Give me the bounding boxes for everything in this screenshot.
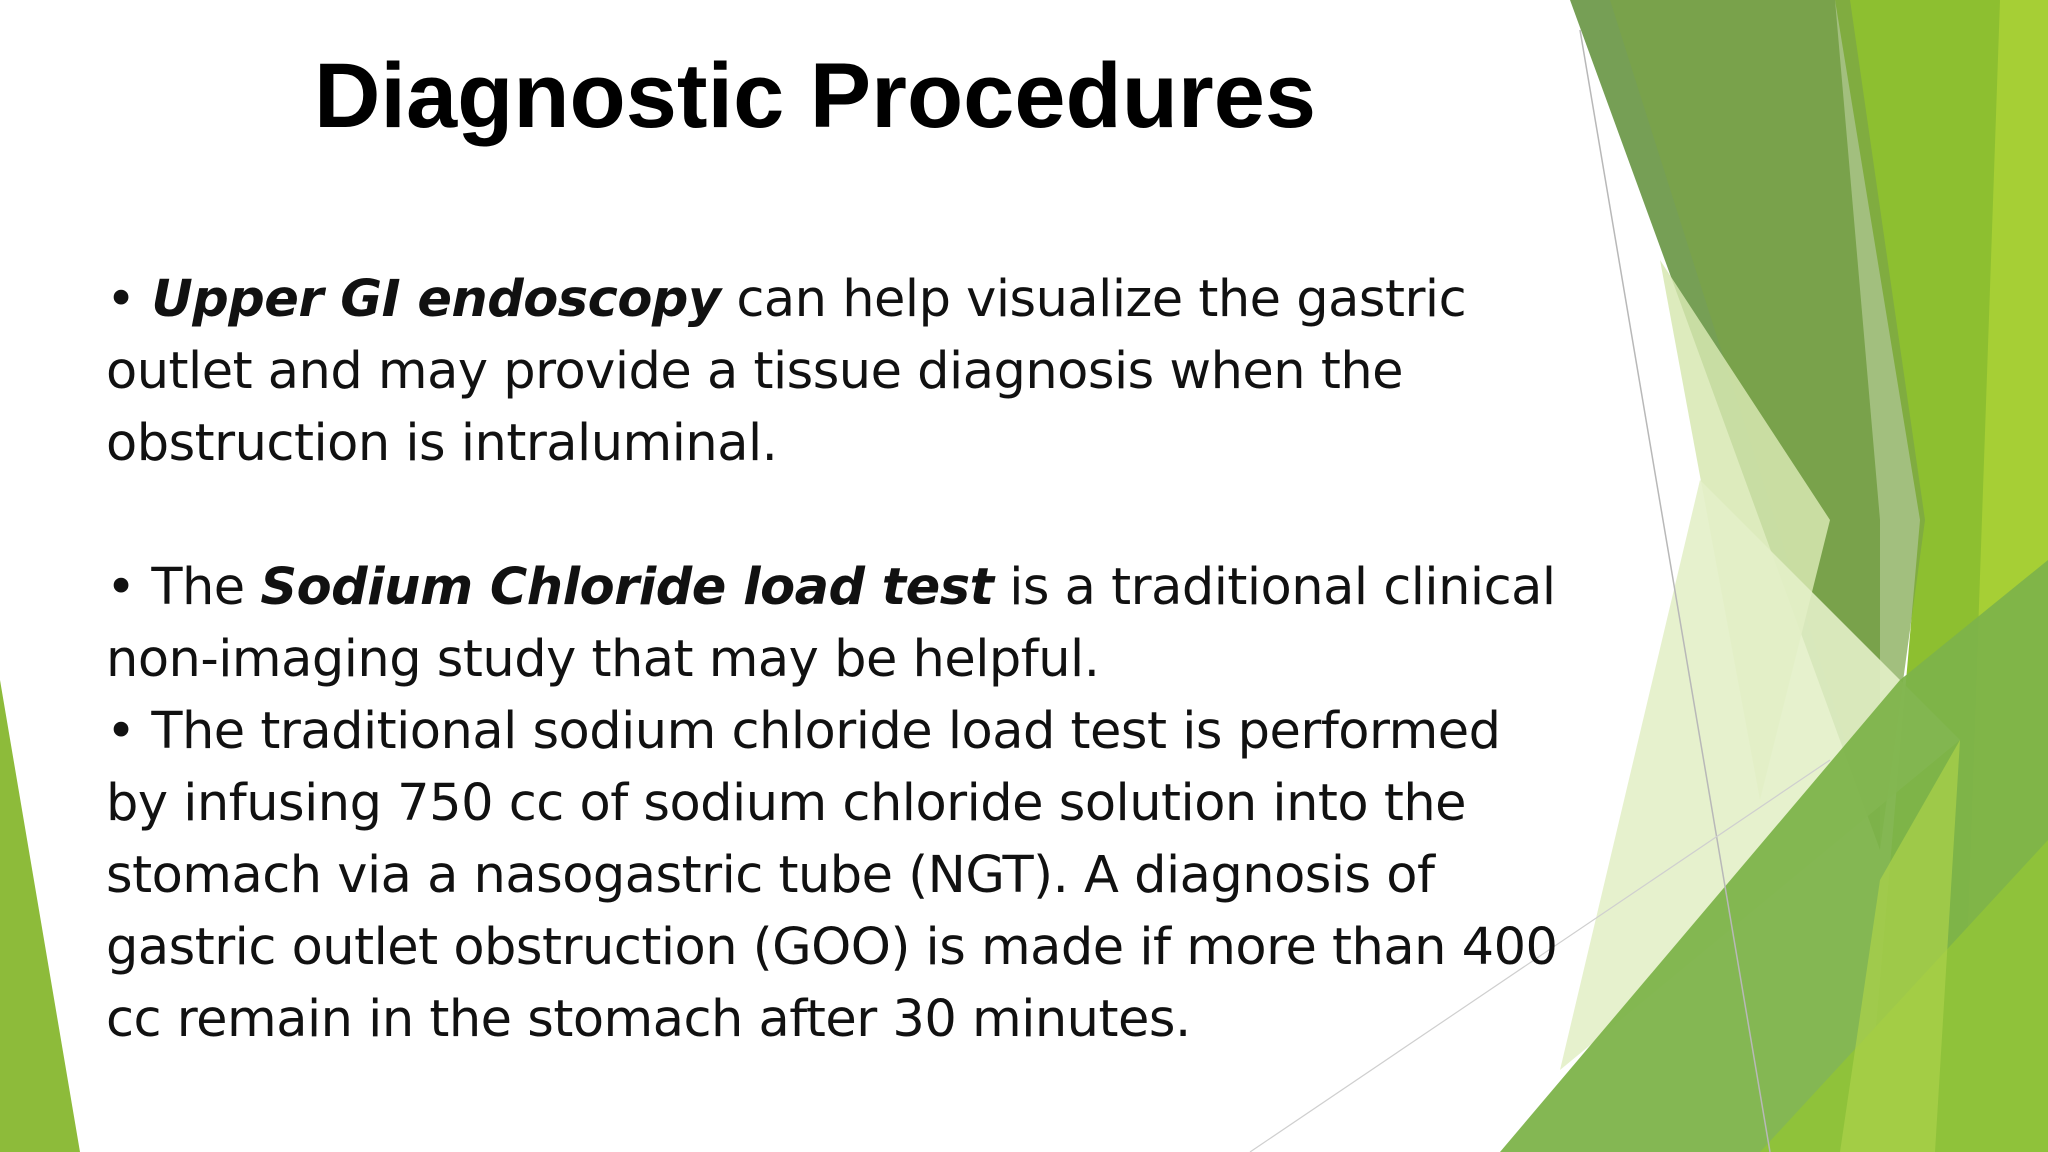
- bullet-procedure: [106, 696, 1566, 1056]
- bullet-glyph: •: [106, 558, 136, 617]
- bullet-glyph: •: [106, 270, 136, 329]
- bullet-prefix: The traditional sodium chloride load test is performed by infusing 750 cc of sodium chloride solution into the stomach via a nasogastric tube (NGT). A diagnosis of gastric outlet obstruction (GOO) is made if more than 400 cc remain in the stomach after 30 minutes.: [106, 702, 1558, 1049]
- bullet-emphasis: Sodium Chloride load test: [260, 558, 994, 617]
- bullet-glyph: •: [106, 702, 136, 761]
- bullet-endoscopy: [106, 264, 1566, 480]
- slide-title: Diagnostic Procedures: [313, 45, 1317, 147]
- bullet-load-test: [106, 552, 1566, 696]
- bullet-emphasis: Upper GI endoscopy: [151, 270, 721, 329]
- bullet-prefix: The: [151, 558, 261, 617]
- left-green-triangle: [0, 680, 80, 1152]
- paragraph-spacer: [106, 480, 1566, 552]
- bullet-text: is a traditional clinical non-imaging study that may be helpful.: [106, 558, 1556, 689]
- slide-body: [106, 264, 1566, 1056]
- bullet-text: can help visualize the gastric outlet and may provide a tissue diagnosis when the obstruction is intraluminal.: [106, 270, 1467, 473]
